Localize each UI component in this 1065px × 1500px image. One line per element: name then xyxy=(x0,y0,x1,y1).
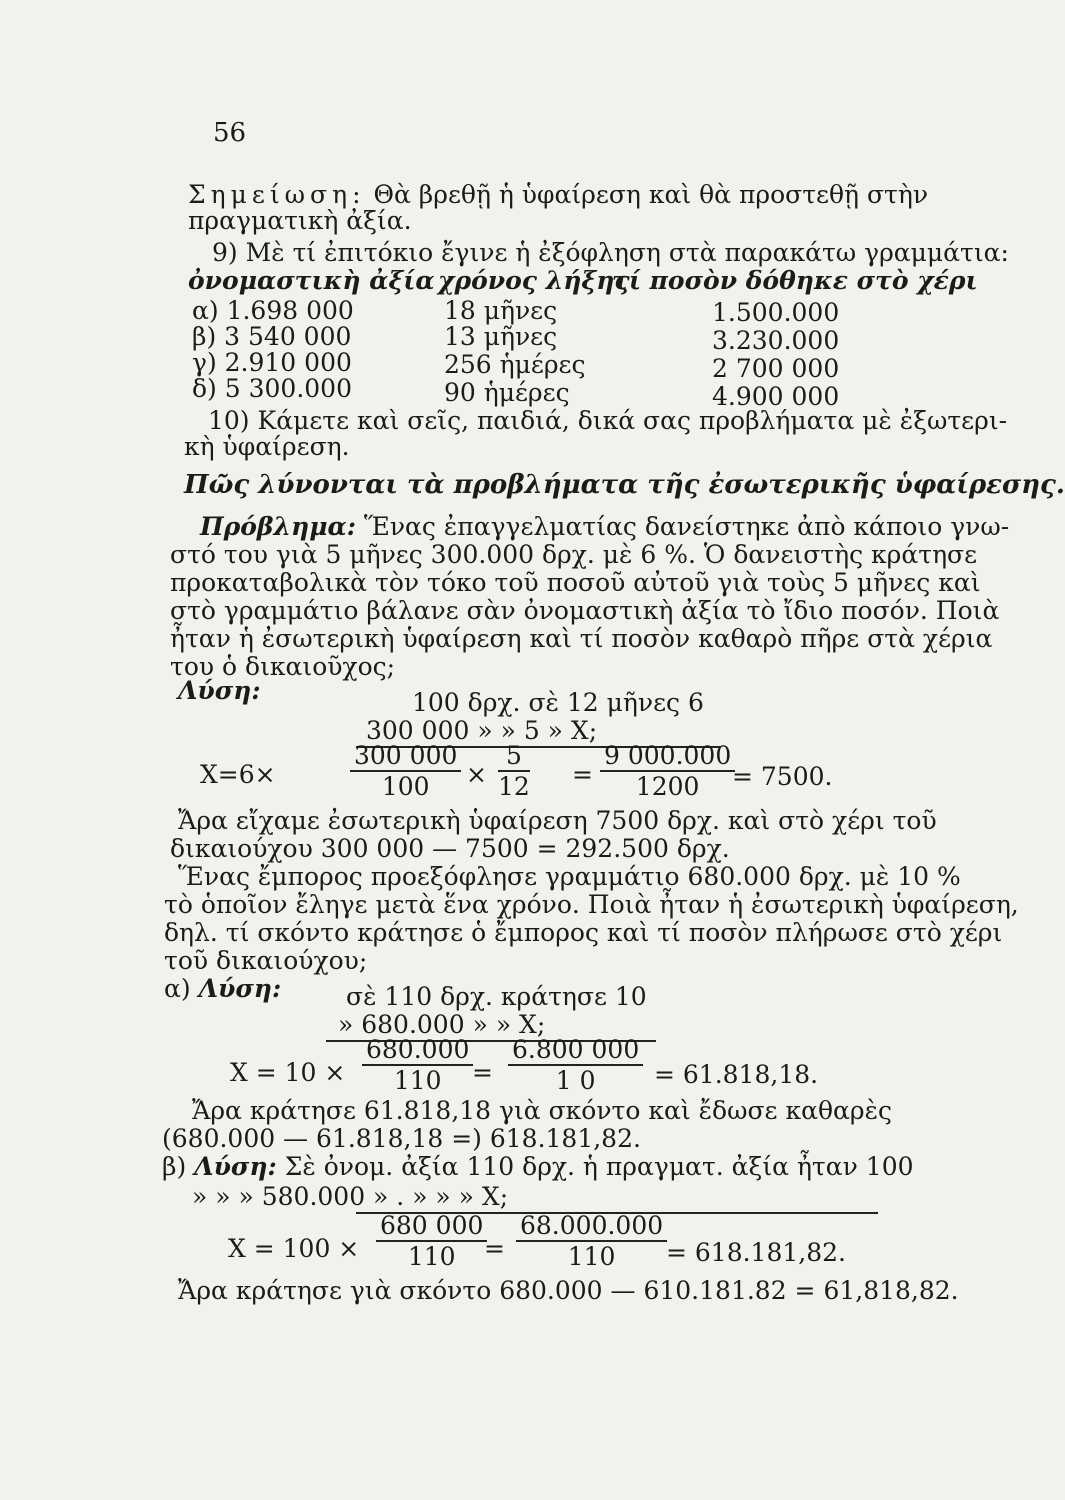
problem-1-line-5: ἦταν ἡ ἐσωτερικὴ ὑφαίρεση καὶ τί ποσὸν καθαρὸ πῆρε στὰ χέρια xyxy=(170,624,993,653)
fraction-numerator: 9 000.000 xyxy=(600,742,735,772)
page-number: 56 xyxy=(213,118,247,148)
conclusion-line-1: Ἄρα κράτησε 61.818,18 γιὰ σκόντο καὶ ἔδωσε καθαρὲς xyxy=(192,1096,892,1125)
equals-sign: = xyxy=(572,760,593,789)
fraction xyxy=(362,1036,473,1096)
equals-sign: = xyxy=(472,1058,493,1087)
solution-label: Λύση: xyxy=(194,1152,277,1181)
table-cell: 90 ἡμέρες xyxy=(444,378,570,407)
table-cell: 18 μῆνες xyxy=(444,296,558,325)
formula-lhs: X = 100 × xyxy=(228,1234,360,1263)
part-b-line xyxy=(162,1152,914,1182)
problem-1-line-6: του ὁ δικαιοῦχος; xyxy=(170,652,396,681)
problem-label: Πρόβλημα: xyxy=(200,512,356,541)
fraction-denominator: 110 xyxy=(393,1066,442,1095)
problem-1-line-4: στὸ γραμμάτιο βάλανε σὰν ὀνομαστικὴ ἀξία τὸ ἴδιο ποσόν. Ποιὰ xyxy=(170,596,1000,625)
formula-result: = 7500. xyxy=(732,762,833,791)
note-label: Σημείωση: xyxy=(188,180,366,209)
fraction-numerator: 6.800 000 xyxy=(508,1036,643,1066)
fraction-numerator: 300 000 xyxy=(350,742,461,772)
fraction-denominator: 110 xyxy=(567,1242,616,1271)
table-cell: 13 μῆνες xyxy=(444,322,558,351)
table-cell: 1.500.000 xyxy=(712,298,840,327)
fraction xyxy=(376,1212,487,1272)
table-cell: β) 3 540 000 xyxy=(192,322,352,351)
solution-label: Λύση: xyxy=(198,974,282,1003)
formula-result: = 61.818,18. xyxy=(654,1060,819,1089)
conclusion-line: Ἄρα κράτησε γιὰ σκόντο 680.000 — 610.181.82 = 61,818,82. xyxy=(178,1276,959,1305)
fraction-denominator: 1 0 xyxy=(555,1066,596,1095)
problem-1-line-3: προκαταβολικὰ τὸν τόκο τοῦ ποσοῦ αὐτοῦ γιὰ τοὺς 5 μῆνες καὶ xyxy=(170,568,981,597)
part-b-label: β) xyxy=(162,1152,187,1181)
fraction-numerator: 680 000 xyxy=(376,1212,487,1242)
table-cell: 4.900 000 xyxy=(712,382,840,411)
conclusion-line-1: Ἄρα εἴχαμε ἐσωτερικὴ ὑφαίρεση 7500 δρχ. καὶ στὸ χέρι τοῦ xyxy=(178,806,937,835)
exercise-9-text: 9) Μὲ τί ἐπιτόκιο ἔγινε ἡ ἐξόφληση στὰ παρακάτω γραμμάτια: xyxy=(212,238,1009,267)
fraction-numerator: 5 xyxy=(498,742,530,772)
fraction-denominator: 1200 xyxy=(635,772,700,801)
problem-2-line-4: τοῦ δικαιούχου; xyxy=(164,946,368,975)
conclusion-line-2: (680.000 — 61.818,18 =) 618.181,82. xyxy=(162,1124,641,1153)
part-a-line xyxy=(164,974,281,1004)
conclusion-line-2: δικαιούχου 300 000 — 7500 = 292.500 δρχ. xyxy=(170,834,730,863)
fraction-numerator: 680.000 xyxy=(362,1036,473,1066)
equals-sign: = xyxy=(484,1234,505,1263)
fraction-denominator: 110 xyxy=(407,1242,456,1271)
table-cell: γ) 2.910 000 xyxy=(192,348,352,377)
formula-lhs: X = 10 × xyxy=(230,1058,346,1087)
solution-label: Λύση: xyxy=(178,676,261,705)
formula-lhs: X=6× xyxy=(200,760,276,789)
table-cell: 2 700 000 xyxy=(712,354,840,383)
table-cell: δ) 5 300.000 xyxy=(192,374,352,403)
times-sign: × xyxy=(466,760,487,789)
proportion-line-2: » » » 580.000 » . » » » X; xyxy=(192,1182,509,1211)
exercise-10-line-1: 10) Κάμετε καὶ σεῖς, παιδιά, δικά σας προβλήματα μὲ ἐξωτερι- xyxy=(208,406,1008,435)
problem-2-line-2: τὸ ὁποῖον ἔληγε μετὰ ἕνα χρόνο. Ποιὰ ἦταν ἡ ἐσωτερικὴ ὑφαίρεση, xyxy=(164,890,1019,919)
proportion-line-2: 300 000 » » 5 » X; xyxy=(366,716,598,745)
note-text: Θὰ βρεθῇ ἡ ὑφαίρεση καὶ θὰ προστεθῇ στὴν xyxy=(365,180,929,209)
col-header-paid: τί ποσὸν δόθηκε στὸ χέρι xyxy=(612,266,978,295)
problem-1-line-2: στό του γιὰ 5 μῆνες 300.000 δρχ. μὲ 6 %. Ὁ δανειστὴς κράτησε xyxy=(170,540,978,569)
col-header-maturity: χρόνος λήξης xyxy=(438,266,630,295)
part-a-label: α) xyxy=(164,974,191,1003)
proportion-line-2: » 680.000 » » X; xyxy=(338,1010,546,1039)
problem-1-text: Ἕνας ἐπαγγελματίας δανείστηκε ἀπὸ κάποιο γνω- xyxy=(356,512,1010,541)
formula-result: = 618.181,82. xyxy=(666,1238,846,1267)
proportion-line-1: σὲ 110 δρχ. κράτησε 10 xyxy=(346,982,647,1011)
exercise-10-line-2: κὴ ὑφαίρεση. xyxy=(184,432,350,461)
fraction-numerator: 68.000.000 xyxy=(516,1212,667,1242)
table-cell: α) 1.698 000 xyxy=(192,296,354,325)
section-title: Πῶς λύνονται τὰ προβλήματα τῆς ἐσωτερικῆς ὑφαίρεσης. xyxy=(184,470,1065,500)
col-header-nominal: ὀνομαστικὴ ἀξία xyxy=(188,266,435,295)
fraction-denominator: 100 xyxy=(381,772,430,801)
proportion-line-1: 100 δρχ. σὲ 12 μῆνες 6 xyxy=(412,688,704,717)
table-cell: 3.230.000 xyxy=(712,326,840,355)
proportion-line-1: Σὲ ὀνομ. ἀξία 110 δρχ. ἡ πραγματ. ἀξία ἦταν 100 xyxy=(284,1152,914,1181)
fraction-denominator: 12 xyxy=(498,772,530,801)
problem-1-line-1 xyxy=(200,512,1009,542)
note-line-2: πραγματικὴ ἀξία. xyxy=(188,206,412,235)
problem-2-line-1: Ἕνας ἔμπορος προεξόφλησε γραμμάτιο 680.000 δρχ. μὲ 10 % xyxy=(178,862,961,891)
problem-2-line-3: δηλ. τί σκόντο κράτησε ὁ ἔμπορος καὶ τί ποσὸν πλήρωσε στὸ χέρι xyxy=(164,918,1003,947)
fraction xyxy=(600,742,735,802)
table-cell: 256 ἡμέρες xyxy=(444,350,586,379)
fraction xyxy=(350,742,461,802)
fraction xyxy=(498,742,530,802)
fraction xyxy=(516,1212,667,1272)
fraction xyxy=(508,1036,643,1096)
